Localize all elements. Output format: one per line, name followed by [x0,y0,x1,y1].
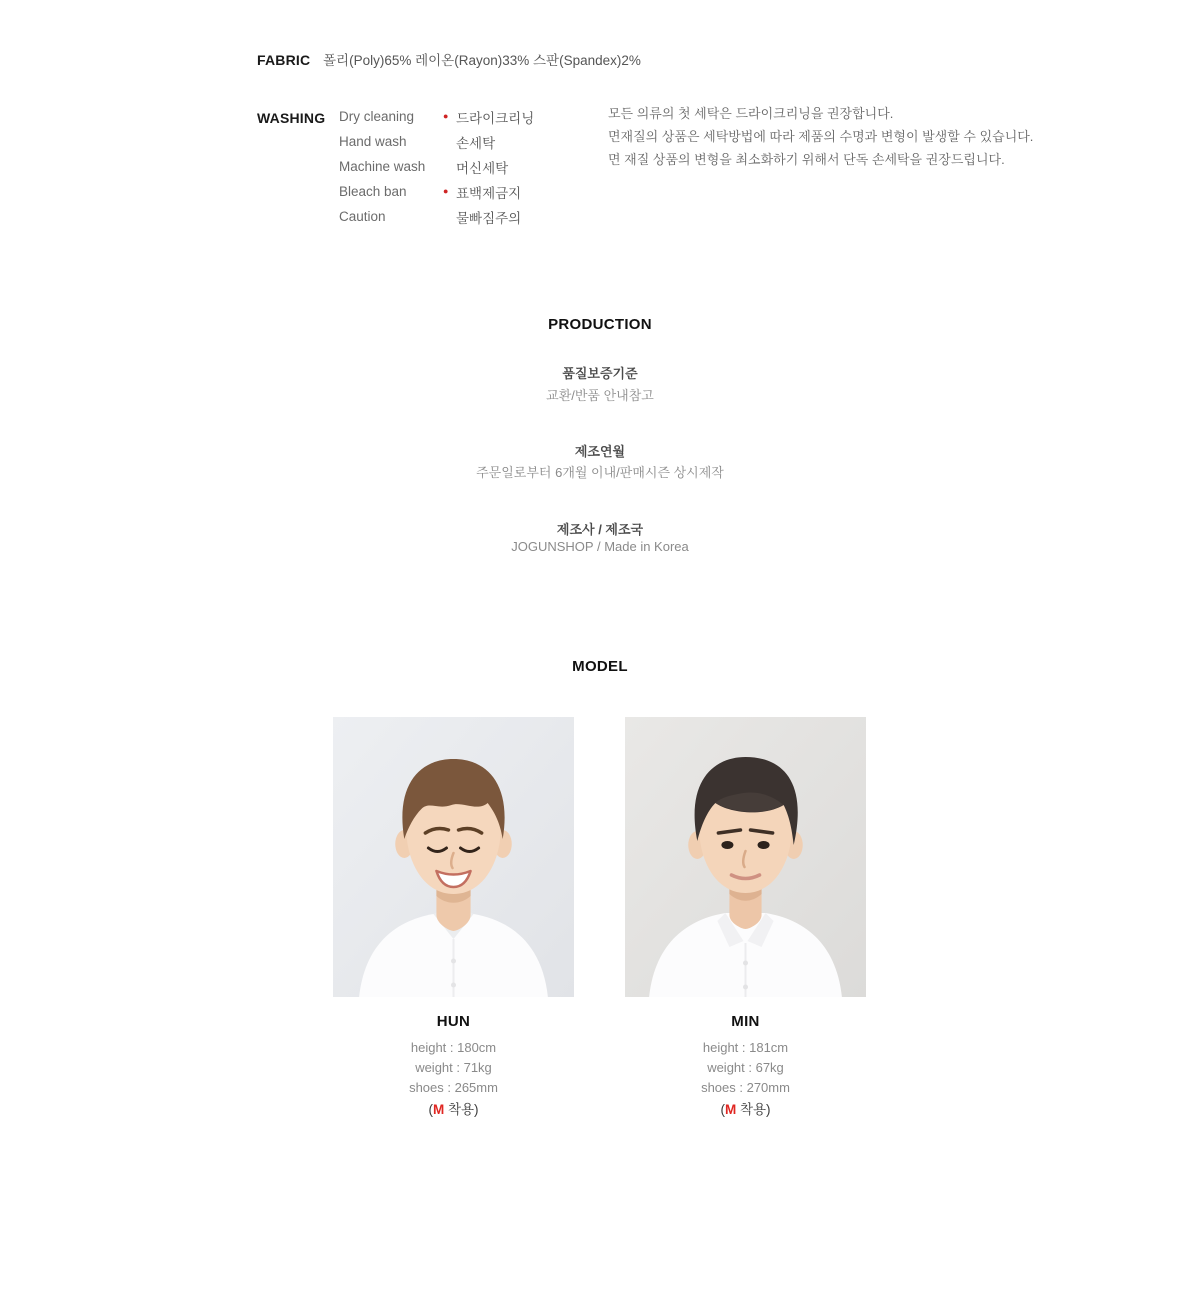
wear-open: ( [720,1102,725,1117]
washing-item-en: Hand wash [339,134,407,149]
production-detail-date: 주문일로부터 6개월 이내/판매시즌 상시제작 [476,465,724,480]
production-detail-warranty: 교환/반품 안내참고 [546,388,654,403]
fabric-section-label: FABRIC [257,52,311,68]
wear-size-value: M [432,1102,445,1117]
red-dot-marker: ● [443,186,449,196]
model-photo-min [625,717,866,997]
washing-notes [608,102,1033,171]
model-name: MIN [731,1013,760,1030]
production-detail-maker: JOGUNSHOP / Made in Korea [511,539,689,554]
model-photo-hun [333,717,574,997]
model-section-title: MODEL [572,658,628,675]
washing-item-ko: 드라이크리닝 [456,110,535,126]
model-wearing-size [625,1100,866,1120]
washing-item-ko: 물빠짐주의 [456,210,522,226]
washing-note-line: 모든 의류의 첫 세탁은 드라이크리닝을 권장합니다. [608,106,894,121]
portrait-illustration-hun [333,717,574,997]
model-weight: weight : 67kg [707,1060,784,1075]
washing-item-dry-cleaning [339,104,534,129]
red-dot-marker: ● [443,111,449,121]
washing-item-en: Machine wash [339,159,426,174]
washing-item-en: Dry cleaning [339,109,415,124]
model-name: HUN [436,1013,471,1030]
fabric-section [257,49,641,69]
model-height: height : 181cm [702,1040,789,1055]
model-shoes: shoes : 265mm [409,1080,498,1095]
washing-item-en: Bleach ban [339,184,407,199]
washing-item-ko: 손세탁 [456,135,496,151]
washing-item-hand-wash [339,129,534,154]
wear-open: ( [428,1102,433,1117]
production-heading-warranty: 품질보증기준 [562,366,638,381]
model-height: height : 180cm [410,1040,497,1055]
model-info-min [625,1013,866,1120]
washing-note-line: 면재질의 상품은 세탁방법에 따라 제품의 수명과 변형이 발생할 수 있습니다. [608,129,1034,144]
washing-note-line: 면 재질 상품의 변형을 최소화하기 위해서 단독 손세탁을 권장드립니다. [608,152,1005,167]
washing-list [339,104,534,229]
production-heading-maker: 제조사 / 제조국 [556,522,644,537]
fabric-composition: 폴리(Poly)65% 레이온(Rayon)33% 스판(Spandex)2% [323,53,641,68]
model-info-hun [333,1013,574,1120]
washing-section-label: WASHING [257,110,326,126]
portrait-illustration-min [625,717,866,997]
washing-item-machine-wash [339,154,534,179]
washing-item-ko: 표백제금지 [456,185,522,201]
wear-rest: 착용) [736,1102,771,1117]
washing-item-en: Caution [339,209,386,224]
wear-size-value: M [724,1102,737,1117]
wear-rest: 착용) [444,1102,479,1117]
washing-item-ko: 머신세탁 [456,160,509,176]
washing-item-caution [339,204,534,229]
washing-item-bleach-ban [339,179,534,204]
production-section-title: PRODUCTION [548,316,652,333]
model-weight: weight : 71kg [415,1060,492,1075]
model-wearing-size [333,1100,574,1120]
production-heading-date: 제조연월 [574,444,626,459]
model-shoes: shoes : 270mm [701,1080,790,1095]
